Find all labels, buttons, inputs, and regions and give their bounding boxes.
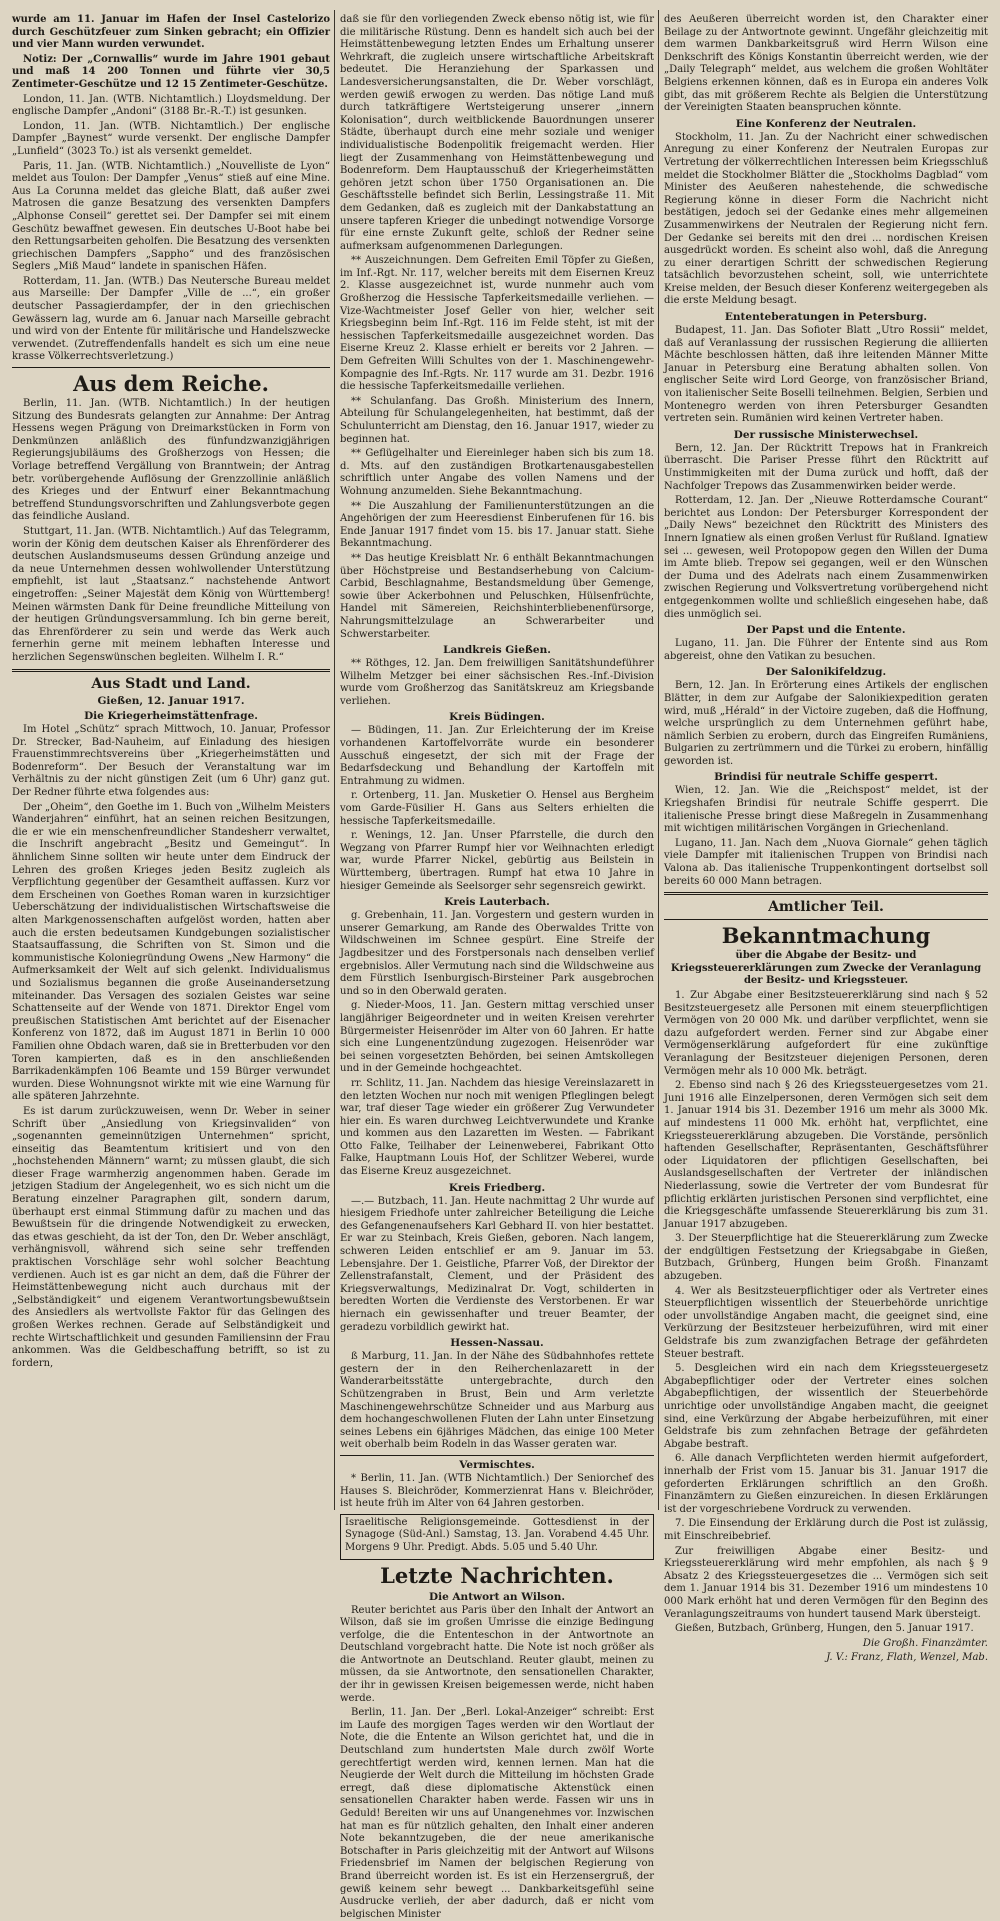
news-item: Rotterdam, 11. Jan. (WTB.) Das Neutersche Bureau meldet aus Marseille: Der Dampfer „Ville de ...“, ein großer deutscher Passagierdampfer, der in den griechischen Gewässern lag, wurde am 6. Januar nach Marseille gebracht und wird von der Entente für militärische und Handelszwecke verwendet. (Zutreffendenfalls handelt es sich um eine neue krasse Völkerrechtsverletzung.) (12, 275, 330, 363)
section-title: Kreis Friedberg. (448, 1181, 546, 1194)
notice-paragraph: 2. Ebenso sind nach § 26 des Kriegssteuergesetzes vom 21. Juni 1916 alle Einzelpersonen, deren Vermögen sich seit dem 1. Januar 1914 bis 31. Dezember 1916 um mehr als 3000 Mk. auf mindestens 11 000 Mk. erhöht hat, verpflichtet, eine Kriegssteuererklärung abzugeben. Die Vorstände, persönlich haftenden Gesellschafter, Repräsentanten, Geschäftsführer oder Liquidatoren der pflichtigen Gesellschaften, bei Auslandsgesellschaften der Vertreter der inländischen Niederlassung, sowie die Vertreter der vom Bundesrat für pflichtig erklärten juristischen Personen sind verpflichtet, eine die Kriegsgeschäfte umfassende Steuererklärung bis zum 31. Januar 1917 abzugeben. (664, 1080, 988, 1230)
section-title: Kreis Büdingen. (449, 711, 545, 724)
section-title: Hessen-Nassau. (450, 1337, 544, 1350)
notice-paragraph: 6. Alle danach Verpflichteten werden hiermit aufgefordert, innerhalb der Frist vom 15. Januar bis 31. Januar 1917 die geforderten Erklärungen schriftlich an den Großh. Finanzämtern zu Gießen einzureichen. In diesen Erklärungen ist der vorgeschriebene Vordruck zu verwenden. (664, 1453, 988, 1515)
section-title: Kreis Lauterbach. (444, 896, 550, 909)
cornwallis-report: wurde am 11. Januar im Hafen der Insel Castelorizo durch Geschützfeuer zum Sinken gebracht; ein Offizier und vier Mann wurden verwundet. (12, 14, 330, 51)
column-rule (334, 10, 335, 1510)
local-note: ** Röthges, 12. Jan. Dem freiwilligen Sanitätshundeführer Wilhelm Metzger bei einer sächsischen Res.-Inf.-Division wurde vom Großherzog das Sanitätskreuz am Kriegsbande verliehen. (340, 658, 654, 707)
synagogue-text: Israelitische Religionsgemeinde. Gottesdienst in der Synagoge (Süd-Anl.) Samstag, 13. Jan. Vorabend 4.45 Uhr. Morgens 9 Uhr. Predigt. Abds. 5.05 und 5.40 Uhr. (345, 1516, 649, 1553)
section-divider (340, 1455, 654, 1456)
article-title: Der russische Ministerwechsel. (733, 428, 919, 441)
notice-title: Bekanntmachung (721, 923, 931, 949)
article-paragraph: Der „Oheim“, den Goethe im 1. Buch von „Wilhelm Meisters Wanderjahren“ einführt, hat an seinen reichen Besitzungen, die er wie ein menschenfreundlicher Standesherr verwaltet, die Inschrift angebracht „Besitz und Gemeingut“. In ähnlichem Sinne sollten wir heute unter dem Eindruck der Lehren des großen Krieges jeden Besitz zugleich als Verpflichtung gegenüber der Gesamtheit auffassen. Kurz vor dem Erscheinen von Goethes Roman waren in kurzsichtiger Ueberschätzung der individualistischen Wirtschaftsweise die alten Markgenossenschaften aufgelöst worden, hatten aber auch die ersten bedeutsamen Kundgebungen sozialistischer Staatsauffassung, die Schriften von St. Simon und die kommunistische Koloniegründung Owens „New Harmony“ die Aufmerksamkeit der Welt auf sich gelenkt. Individualismus und Sozialismus begannen die große Auseinandersetzung miteinander. Das Versagen des sozialen Geistes war seine Schattenseite auf der Wende von 1871. Direktor Engel vom preußischen Statistischen Amt berichtet auf der Eisenacher Konferenz von 1872, daß im August 1871 in Berlin 10 000 Familien ohne Obdach waren, daß sie in Bretterbuden vor den Toren kampierten, daß es in den anschließenden Barrikadenkämpfen 106 Beamte und 159 Bürger verwundet wurden. Diese Wohnungsnot wirkte mit wie eine Warnung für alle späteren Jahrzehnte. (12, 801, 330, 1103)
article-paragraph: daß sie für den vorliegenden Zweck ebenso nötig ist, wie für die militärische Rüstung. Denn es handelt sich auch bei der Heimstättenbewegung letzten Endes um Erhaltung unserer Wehrkraft, die zugleich unsere wirtschaftliche Arbeitskraft bedeutet. Die Heranziehung der Sparkassen und Landesversicherungsanstalten, die Dr. Weber vorschlägt, werden gewiß erwogen zu werden. Das nötige Land muß durch tatkräftigere Wertsteigerung unserer „innern Kolonisation“, durch weitblickende Bauordnungen unserer Städte, überhaupt durch eine mehr soziale und weniger individualistische Bodenpolitik freigemacht werden. Hier liegt der Zusammenhang von Heimstättenbewegung und Bodenreform. Dem Hauptausschuß der Kriegerheimstätten gehören jetzt schon über 1750 Organisationen an. Die Geschäftsstelle befindet sich Berlin, Lessingstraße 11. Mit dem Gedanken, daß es zugleich mit der Dankabstattung an unsere tapferen Krieger die unbedingt notwendige Vorsorge für eine ernste Zukunft gelte, schloß der Redner seine aufmerksam aufgenommenen Darlegungen. (340, 14, 654, 252)
cornwallis-note: Notiz: Der „Cornwallis“ wurde im Jahre 1901 gebaut und maß 14 200 Tonnen und führte vier 30,5 Zentimeter-Geschütze und 12 15 Zentimeter-Geschütze. (12, 53, 330, 90)
notice-subtitle: über die Abgabe der Besitz- und Kriegssteuererklärungen zum Zwecke der Veranlagung der Besitz- und Kriegssteuer. (670, 950, 982, 987)
local-note: rr. Schlitz, 11. Jan. Nachdem das hiesige Vereinslazarett in den letzten Wochen nur noch mit wenigen Pfleglingen belegt war, traf dieser Tage wieder ein größerer Zug Verwundeter hier ein. Es waren durchweg Leichtverwundete und Kranke und kommen aus den Lazaretten im Westen. — Fabrikant Otto Falke, Teilhaber der Leinenweberei, Fabrikant Otto Falke, Hauptmann Louis Hof, der Schlitzer Weberei, wurde das Eiserne Kreuz ausgezeichnet. (340, 1077, 654, 1178)
local-note: ** Das heutige Kreisblatt Nr. 6 enthält Bekanntmachungen über Höchstpreise und Bestandserhebung von Calcium-Carbid, Beschlagnahme, Bestandsmeldung über Gemenge, sowie über Ackerbohnen und Peluschken, Hülsenfrüchte, Handel mit Sämereien, Reichshinterbliebenenfürsorge, Nahrungsmittelzulage an Schwerarbeiter und Schwerstarbeiter. (340, 552, 654, 640)
local-note: r. Wenings, 12. Jan. Unser Pfarrstelle, die durch den Wegzang von Pfarrer Rumpf hier vor Weihnachten erledigt war, wurde Pfarrer Nickel, gebürtig aus Beilstein in Württemberg, übertragen. Rumpf hat etwa 10 Jahre in hiesiger Gemeinde als Seelsorger sehr segensreich gewirkt. (340, 830, 654, 892)
column-1 (12, 0, 330, 1514)
section-divider (664, 892, 988, 895)
dateline: Gießen, 12. Januar 1917. (97, 694, 245, 707)
article-paragraph: des Aeußeren überreicht worden ist, den Charakter einer Beilage zu der Antwortnote gewinnt. Ungefähr gleichzeitig mit dem warmen Dankbarkeitsgruß wird Herrn Wilson eine Denkschrift des Königs Konstantin überreicht werden, wie der „Daily Telegraph“ meldet, aus welchem die großen Wohltäter Belgiens erkennen können, daß es in Europa ein anderes Volk gibt, das mit größerem Rechte als Belgien die Unterstützung der Vereinigten Staaten beanspruchen könnte. (664, 14, 988, 114)
synagogue-notice (340, 1514, 654, 1560)
article-title: Ententeberatungen in Petersburg. (724, 311, 928, 324)
article-paragraph: Stockholm, 11. Jan. Zu der Nachricht einer schwedischen Anregung zu einer Konferenz der Neutralen Europas zur Vertretung der völkerrechtlichen Interessen beim Kriegsschluß meldet die Stockholmer Blätter die „Stockholms Dagblad“ vom Minister des Aeußeren nahestehende, die schwedische Regierung könne in dieser Form die Nachricht nicht bestätigen, jedoch sei der Gedanke eines mehr allgemeinen Zusammenwirkens der Neutralen der Regierung nicht fern. Der Gedanke sei bereits mit den drei ... nordischen Kreisen ausgedrückt worden. Es scheint also wohl, daß die Anregung zu einer derartigen Schritt der schwedischen Regierung tatsächlich bevorzustehen scheint, soll, wie unterrichtete Kreise melden, der Besuch dieser Konferenz weitergegeben als die erste Meldung besagt. (664, 131, 988, 307)
local-note: —.— Butzbach, 11. Jan. Heute nachmittag 2 Uhr wurde auf hiesigem Friedhofe unter zahlreicher Beteiligung die Leiche des Gefangenenaufsehers Karl Gebhard II. von hier bestattet. Er war zu Steinbach, Kreis Gießen, geboren. Nach langem, schweren Leiden entschlief er am 9. Januar im 53. Lebensjahre. Der 1. Geistliche, Pfarrer Voß, der Direktor der Zellenstrafanstalt, Clement, und der Präsident des Kriegsverwaltungs, Medizinalrat Dr. Vogt, schilderten in beredten Worten die Verdienste des Verstorbenen. Er war hiernach ein gewissenhafter und treuer Beamter, der geradezu vorbildlich gewirkt hat. (340, 1195, 654, 1333)
news-item: Paris, 11. Jan. (WTB. Nichtamtlich.) „Nouvelliste de Lyon“ meldet aus Toulon: Der Dampfer „Venus“ stieß auf eine Mine. Aus La Corunna meldet das gleiche Blatt, daß außer zwei Matrosen die ganze Besatzung des versenkten Dampfers „Alphonse Conseil“ gerettet sei. Der Dampfer sei mit einem Geschütz bewaffnet gewesen. Ein deutsches U-Boot habe bei den Rettungsarbeiten geholfen. Die Besatzung des versenkten griechischen Dampfers „Sappho“ und des französischen Seglers „Miß Maud“ landete in spanischen Häfen. (12, 160, 330, 273)
notice-paragraph: 5. Desgleichen wird ein nach dem Kriegssteuergesetz Abgabepflichtiger oder der Vertreter eines solchen Abgabepflichtigen, der wissentlich der Steuerbehörde unrichtige oder unvollständige Angaben macht, die geeignet sind, eine Verkürzung der Abgabe herbeizuführen, mit einer Geldstrafe bis zum zehnfachen Betrage der gefährdeten Abgabe bestraft. (664, 1363, 988, 1450)
section-divider (12, 367, 330, 368)
section-title-amtlich: Amtlicher Teil. (768, 899, 884, 916)
article-paragraph: Es ist darum zurückzuweisen, wenn Dr. Weber in seiner Schrift über „Ansiedlung von Kriegsinvaliden“ von „sogenannten gemeinnützigen Unternehmen“ spricht, einseitig das Beamtentum kritisiert und von den „hochstehenden Männern“ warnt; zu müssen glaubt, die sich dieser Frage warmherzig angenommen haben. Gerade im jetzigen Stadium der Angelegenheit, wo es sich nicht um die Beratung einzelner Paragraphen gilt, sondern darum, überhaupt erst einmal Stimmung dafür zu machen und das Bewußtsein für die dringende Notwendigkeit zu erwecken, das etwas geschieht, da ist der Ton, den Dr. Weber anschlägt, verhängnisvoll, während sich seine sehr treffenden praktischen Vorschläge sehr wohl solcher Beachtung verdienen. Auch ist es gar nicht an dem, daß die Führer der Heimstättenbewegung nicht auch durchaus mit der „Selbständigkeit“ und eigenem Verantwortungsbewußtsein des Ansiedlers als wertvollste Faktor für das Gelingen des großen Werkes rechnen. Gerade auf Selbständigkeit und rechte Wirtschaftlichkeit und gesunden Familiensinn der Frau ankommen. Was die Geldbeschaffung betrifft, so ist zu fordern, (12, 1105, 330, 1369)
column-3 (664, 0, 988, 1664)
article-paragraph: Lugano, 11. Jan. Nach dem „Nuova Giornale“ gehen täglich viele Dampfer mit italienischen Truppen von Brindisi nach Valona ab. Das italienische Truppenkontingent dortselbst soll bereits 60 000 Mann betragen. (664, 837, 988, 887)
news-item: Stuttgart, 11. Jan. (WTB. Nichtamtlich.) Auf das Telegramm, worin der König dem deutschen Kaiser als Ehrenförderer des deutschen Auslandsmuseums dessen Gründung anzeige und da neue Unternehmen dessen wohlwollender Unterstützung empfiehlt, ist laut „Staatsanz.“ nachstehende Antwort eingetroffen: „Seiner Majestät dem König von Württemberg! Meinen wärmsten Dank für Deine freundliche Mitteilung von der heutigen Gründungsversammlung. Ich bin gerne bereit, das Ehrenförderer zu sein und werde das Werk auch fernerhin gerne mit meinem lebhaften Interesse und herzlichen Segenswünschen begleiten. Wilhelm I. R.“ (12, 525, 330, 663)
local-note: ** Schulanfang. Das Großh. Ministerium des Innern, Abteilung für Schulangelegenheiten, hat bestimmt, daß der Schulunterricht am Dienstag, den 16. Januar 1917, wieder zu beginnen hat. (340, 395, 654, 445)
section-title-letzte: Letzte Nachrichten. (380, 1562, 614, 1588)
section-title-reich: Aus dem Reiche. (73, 371, 269, 397)
column-2 (340, 0, 654, 1920)
article-paragraph: Wien, 12. Jan. Wie die „Reichspost“ meldet, ist der Kriegshafen Brindisi für neutrale Schiffe gesperrt. Die italienische Presse bringt diese Maßregeln in Zusammenhang mit wichtigen militärischen Vorgängen in Griechenland. (664, 785, 988, 835)
article-paragraph: Bern, 12. Jan. Der Rücktritt Trepows hat in Frankreich überrascht. Die Pariser Presse führt den Rücktritt auf Unstimmigkeiten mit der Duma zurück und hofft, daß der Nachfolger Trepows das Zusammenwirken beider werde. (664, 442, 988, 492)
article-paragraph: Berlin, 11. Jan. Der „Berl. Lokal-Anzeiger“ schreibt: Erst im Laufe des morgigen Tages werden wir den Wortlaut der Note, die die Entente an Wilson gerichtet hat, und die in Deutschland zum hundertsten Male durch zwölf Worte gerechtfertigt werden wird, kennen lernen. Man hat die Neugierde der Welt durch die Mitteilung im höchsten Grade erregt, daß diese diplomatische Aktenstück einen sensationellen Charakter haben werde. Fassen wir uns in Geduld! Bereiten wir uns auf Unangenehmes vor. Inzwischen hat man es für nützlich gehalten, den Inhalt einer anderen Note bekanntzugeben, die der neue amerikanische Botschafter in Paris gleichzeitig mit der Antwort auf Wilsons Friedensbrief im Namen der belgischen Regierung von Brand überreicht worden ist. Es ist ein Herzensergruß, der gewiß keinem sehr bewegt ... Dankbarkeitsgefühl seine Ausdrucke verlieh, der aber dadurch, daß er nicht vom belgischen Minister (340, 1707, 654, 1920)
notice-authority: Die Großh. Finanzämter. (862, 1637, 988, 1649)
article-paragraph: Rotterdam, 12. Jan. Der „Nieuwe Rotterdamsche Courant“ berichtet aus London: Der Petersburger Korrespondent der „Daily News“ bezeichnet den Rücktritt des Ministers des Innern Ignatiew als einen großen Verlust für Rußland. Ignatiew sei ... gewesen, weil Protopopow gegen den Willen der Duma im Amte blieb. Trepow sei gegangen, weil er den Wünschen der Duma und des Adelrats nach einem Zusammenwirken zwischen Regierung und Volksvertretung vorübergehend nicht entgegenkommen wollte und schließlich eingesehen habe, daß dies unmöglich sei. (664, 495, 988, 620)
news-item: London, 11. Jan. (WTB. Nichtamtlich.) Lloydsmeldung. Der englische Dampfer „Andoni“ (3188 Br.-R.-T.) ist gesunken. (12, 93, 330, 118)
local-note: * Berlin, 11. Jan. (WTB Nichtamtlich.) Der Seniorchef des Hauses S. Bleichröder, Kommerzienrat Hans v. Bleichröder, ist heute früh im Alter von 64 Jahren gestorben. (340, 1472, 654, 1510)
section-title: Landkreis Gießen. (443, 644, 551, 657)
notice-paragraph: 3. Der Steuerpflichtige hat die Steuererklärung zum Zwecke der endgültigen Festsetzung der Kriegsabgabe in Gießen, Butzbach, Grünberg, Hungen beim Großh. Finanzamt abzugeben. (664, 1233, 988, 1283)
article-title: Die Antwort an Wilson. (428, 1590, 566, 1603)
local-note: ** Auszeichnungen. Dem Gefreiten Emil Töpfer zu Gießen, im Inf.-Rgt. Nr. 117, welcher bereits mit dem Eisernen Kreuz 2. Klasse ausgezeichnet ist, wurde nunmehr auch vom Großherzog die Hessische Tapferkeitsmedaille verliehen. — Vize-Wachtmeister Josef Geller von hier, welcher seit Kriegsbeginn beim Inf.-Rgt. 116 im Felde steht, ist mit der hessischen Tapferkeitsmedaille ausgezeichnet worden. Das Eiserne Kreuz 2. Klasse erhielt er bereits vor 2 Jahren. — Dem Gefreiten Willi Schultes von der 1. Maschinengewehr-Kompagnie des Inf.-Rgts. Nr. 117 wurde am 31. Dezbr. 1916 die hessische Tapferkeitsmedaille verliehen. (340, 255, 654, 393)
article-title: Eine Konferenz der Neutralen. (735, 117, 917, 130)
local-note: — Büdingen, 11. Jan. Zur Erleichterung der im Kreise vorhandenen Kartoffelvorräte wurde ein besonderer Ausschuß eingesetzt, der sich mit der Frage der Bedarfsdeckung und Behandlung der Kartoffeln mit Entrahmung zu widmen. (340, 725, 654, 787)
news-item: Berlin, 11. Jan. (WTB. Nichtamtlich.) In der heutigen Sitzung des Bundesrats gelangten zur Annahme: Der Antrag Hessens wegen Prägung von Dreimarkstücken in Form von Denkmünzen anläßlich des fünfundzwanzigjährigen Regierungsjubiläums des Großherzogs von Hessen; die Vorlage betreffend Vergällung von Branntwein; der Antrag betr. vorübergehende Auflösung der Grenzzollinie anläßlich des Krieges und der Entwurf einer Bekanntmachung betreffend Stundungsvorschriften und Zahlungsverbote gegen das feindliche Ausland. (12, 398, 330, 523)
local-note: ** Die Auszahlung der Familienunterstützungen an die Angehörigen der zum Heeresdienst Einberufenen für 16. bis Ende Januar 1917 findet vom 15. bis 17. Januar statt. Siehe Bekanntmachung. (340, 500, 654, 550)
article-title: Brindisi für neutrale Schiffe gesperrt. (714, 771, 938, 784)
notice-paragraph: 4. Wer als Besitzsteuerpflichtiger oder als Vertreter eines Steuerpflichtigen wissentlich der Steuerbehörde unrichtige oder unvollständige Angaben macht, die geeignet sind, eine Verkürzung der Besitzsteuer herbeizuführen, wird mit einer Geldstrafe bis zum zwanzigfachen Betrage der gefährdeten Steuer bestraft. (664, 1285, 988, 1360)
notice-place-date: Gießen, Butzbach, Grünberg, Hungen, den 5. Januar 1917. (675, 1623, 974, 1635)
article-paragraph: Lugano, 11. Jan. Die Führer der Entente sind aus Rom abgereist, ohne den Vatikan zu besuchen. (664, 638, 988, 662)
section-title-stadt: Aus Stadt und Land. (91, 675, 251, 692)
section-title: Vermischtes. (459, 1458, 535, 1471)
article-title: Der Salonikifeldzug. (765, 666, 887, 679)
local-note: ** Geflügelhalter und Eiereinleger haben sich bis zum 18. d. Mts. auf den zuständigen Brotkartenausgabestellen schriftlich unter Angabe des vollen Namens und der Wohnung anzumelden. Siehe Bekanntmachung. (340, 448, 654, 497)
column-rule (658, 10, 659, 1510)
notice-paragraph: Zur freiwilligen Abgabe einer Besitz- und Kriegssteuererklärung wird mehr empfohlen, als nach § 9 Absatz 2 des Kriegssteuergesetzes die ... Vermögen sich seit dem 1. Januar 1914 bis 31. Dezember 1916 um mindestens 10 000 Mark erhöht hat und deren Vermögen für den Beginn des Veranlagungszeitraums von hundert tausend Mark übersteigt. (664, 1545, 988, 1620)
article-paragraph: Reuter berichtet aus Paris über den Inhalt der Antwort an Wilson, daß sie im großen Umrisse die einzige Bedingung verfolge, die die Ententeschon in der Antwortnote an Deutschland vorgebracht hatte. Die Note ist noch größer als die Antwortnote an Deutschland. Reuter glaubt, meinen zu müssen, da sie Antwortnote, den sensationellen Charakter, der ihr in gewissen Kreisen beigemessen werde, nicht haben werde. (340, 1604, 654, 1704)
local-note: g. Grebenhain, 11. Jan. Vorgestern und gestern wurden in unserer Gemarkung, am Rande des Oberwaldes Tritte von Wildschweinen im Schnee gespürt. Eine Streife der Jagdbesitzer und des Forstpersonals nach denselben verlief ergebnislos. Aller Vermutung nach sind die Wildschweine aus dem Fürstlich Isenburgisch-Birsteiner Park ausgebrochen und so in den Oberwald geraten. (340, 910, 654, 997)
local-note: ß Marburg, 11. Jan. In der Nähe des Südbahnhofes rettete gestern der in den Reiherchenlazarett in der Wanderarbeitsstätte untergebrachte, durch den Schützengraben in Brust, Bein und Arm verletzte Maschinengewehrschütze Schneider und aus Marburg aus dem hochangeschwollenen Fluten der Lahn unter Einsetzung seines Lebens ein 6jähriges Mädchen, das einige 100 Meter weit oberhalb beim Rodeln in das Wasser geraten war. (340, 1351, 654, 1451)
article-paragraph: Im Hotel „Schütz“ sprach Mittwoch, 10. Januar, Professor Dr. Strecker, Bad-Nauheim, auf Einladung des hiesigen Frauenstimmrechtsvereins über „Kriegerheimstätten und Bodenreform“. Der Besuch der Veranstaltung war im Verhältnis zu der nicht günstigen Zeit (um 6 Uhr) ganz gut. Der Redner führte etwa folgendes aus: (12, 724, 330, 799)
local-note: g. Nieder-Moos, 11. Jan. Gestern mittag verschied unser langjähriger Beigeordneter und in weiten Kreisen verehrter Bürgermeister Heisenröder im Alter von 60 Jahren. Er hatte sich eine Lungenentzündung zugezogen. Heisenröder war bei seinen vorgesetzten Behörden, bei seinen Amtskollegen und in der Gemeinde hochgeachtet. (340, 1000, 654, 1075)
notice-paragraph: 7. Die Einsendung der Erklärung durch die Post ist zulässig, mit Einschreibebrief. (664, 1518, 988, 1542)
news-item: London, 11. Jan. (WTB. Nichtamtlich.) Der englische Dampfer „Baynest“ wurde versenkt. Der englische Dampfer „Lunfield“ (3023 To.) ist als versenkt gemeldet. (12, 120, 330, 157)
article-title: Der Papst und die Entente. (746, 624, 906, 637)
local-note: r. Ortenberg, 11. Jan. Musketier O. Hensel aus Bergheim vom Garde-Füsilier H. Gans aus Selters erhielten die hessische Tapferkeitsmedaille. (340, 790, 654, 827)
notice-paragraph: 1. Zur Abgabe einer Besitzsteuererklärung sind nach § 52 Besitzsteuergesetz alle Personen mit einem steuerpflichtigen Vermögen von 20 000 Mk. und darüber verpflichtet, wenn sie dazu aufgefordert werden. Ferner sind zur Abgabe einer Vermögenserklärung aufgefordert für eine zukünftige Veranlagung der Besitzsteuer diejenigen Personen, deren Vermögen mehr als 10 000 Mk. beträgt. (664, 990, 988, 1077)
article-title: Die Kriegerheimstättenfrage. (84, 710, 258, 723)
article-paragraph: Budapest, 11. Jan. Das Sofioter Blatt „Utro Rossii“ meldet, daß auf Veranlassung der russischen Regierung die alliierten Mächte beschlossen hätten, daß ihre leitenden Männer Mitte Januar in Petersburg eine Beratung abhalten sollen. Von englischer Seite wird Lord George, von französischer Briand, von italienischer Seite Boselli teilnehmen. Belgien, Serbien und Montenegro werden von ihren Petersburger Gesandten vertreten sein. Rumänien wird keinen Vertreter haben. (664, 325, 988, 425)
notice-signers: J. V.: Franz, Flath, Wenzel, Mab. (826, 1652, 988, 1664)
section-divider (664, 919, 988, 920)
section-divider (12, 669, 330, 672)
article-paragraph: Bern, 12. Jan. In Erörterung eines Artikels der englischen Blätter, in dem zur Aufgabe der Salonikiexpedition geraten wird, muß „Hérald“ in der Victoire zugeben, daß die Hoffnung, welche ursprünglich zu dem Unternehmen geführt habe, nämlich Serbien zu erobern, durch das Eingreifen Rumäniens, Bulgarien zu zertrümmern und die Türkei zu erobern, hinfällig geworden ist. (664, 680, 988, 767)
